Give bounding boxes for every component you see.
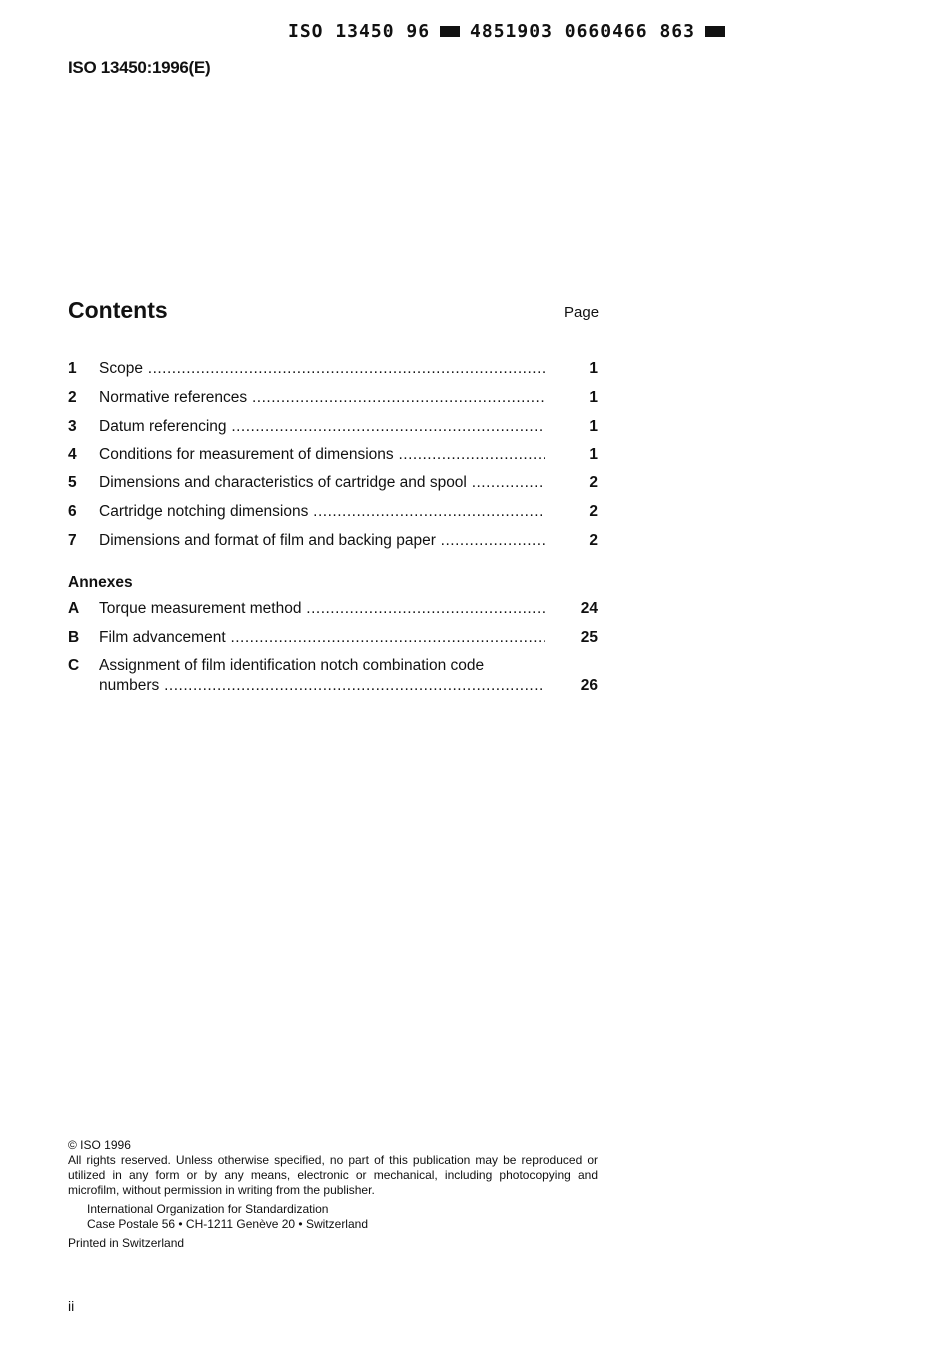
annex-entry-page: 25 bbox=[580, 629, 598, 646]
black-block-mark bbox=[440, 26, 460, 37]
toc-entry-page: 1 bbox=[589, 389, 598, 406]
annex-entry-page: 26 bbox=[580, 677, 598, 694]
toc-entry-page: 2 bbox=[589, 532, 598, 549]
toc-entry-title: Dimensions and format of film and backing paper ..... bbox=[99, 530, 545, 552]
printed-in: Printed in Switzerland bbox=[68, 1236, 185, 1250]
toc-entry-number: 1 bbox=[68, 360, 77, 377]
annex-entry[interactable] bbox=[68, 598, 598, 620]
black-block-mark bbox=[705, 26, 725, 37]
toc-entry-number: 2 bbox=[68, 389, 77, 406]
annex-entry-page: 24 bbox=[580, 600, 598, 617]
toc-entry-page: 1 bbox=[589, 418, 598, 435]
page-column-label: Page bbox=[564, 304, 600, 321]
annex-entry-title: Film advancement ..... bbox=[99, 627, 545, 649]
annex-entry-letter: C bbox=[68, 657, 80, 674]
toc-entry[interactable] bbox=[68, 416, 598, 438]
toc-entry-number: 6 bbox=[68, 503, 77, 520]
header-code-part-2: 4851903 0660466 863 bbox=[470, 20, 695, 42]
toc-entry-number: 4 bbox=[68, 446, 77, 463]
header-barcode-line bbox=[288, 19, 725, 43]
rights-statement: All rights reserved. Unless otherwise specified, no part of this publication may be reproduced or utilized in any form or by any means, electronic or mechanical, including photocopying and microfilm, without permission in writing from the publisher. bbox=[68, 1153, 598, 1197]
copyright-block bbox=[68, 1138, 598, 1251]
contents-title: Contents bbox=[68, 297, 168, 323]
toc-entry-number: 3 bbox=[68, 418, 77, 435]
annex-entry-title-line1: Assignment of film identification notch combination code bbox=[99, 657, 485, 674]
toc-entry-page: 1 bbox=[589, 360, 598, 377]
annex-entry[interactable] bbox=[68, 655, 598, 699]
toc-entry-title: Dimensions and characteristics of cartridge and spool ..... bbox=[99, 472, 545, 494]
header-code-part-1: ISO 13450 96 bbox=[288, 20, 431, 42]
document-id: ISO 13450:1996(E) bbox=[68, 58, 211, 77]
toc-entry-title: Normative references ..... bbox=[99, 387, 545, 409]
toc-entry[interactable] bbox=[68, 530, 598, 552]
toc-entry-page: 2 bbox=[589, 474, 598, 491]
page-number: ii bbox=[68, 1298, 75, 1314]
toc-entry-page: 1 bbox=[589, 446, 598, 463]
toc-entry-number: 7 bbox=[68, 532, 77, 549]
annex-entry-letter: A bbox=[68, 600, 80, 617]
toc-entry[interactable] bbox=[68, 472, 598, 494]
toc-entry-title: Datum referencing ..... bbox=[99, 416, 545, 438]
annex-entry-title: Torque measurement method ..... bbox=[99, 598, 545, 620]
toc-entry-title: Conditions for measurement of dimensions ..... bbox=[99, 444, 545, 466]
copyright-line: © ISO 1996 bbox=[68, 1138, 131, 1152]
toc-entry[interactable] bbox=[68, 358, 598, 380]
annex-entry[interactable] bbox=[68, 627, 598, 649]
toc-entry-title: Cartridge notching dimensions ..... bbox=[99, 501, 545, 523]
toc-entry-page: 2 bbox=[589, 503, 598, 520]
toc-entry[interactable] bbox=[68, 501, 598, 523]
organization-name: International Organization for Standardization bbox=[87, 1202, 329, 1216]
annex-entry-letter: B bbox=[68, 629, 80, 646]
toc-entry[interactable] bbox=[68, 387, 598, 409]
toc-entry-title: Scope ..... bbox=[99, 358, 545, 380]
annexes-heading: Annexes bbox=[68, 574, 133, 591]
toc-entry[interactable] bbox=[68, 444, 598, 466]
toc-entry-number: 5 bbox=[68, 474, 77, 491]
annex-entry-title-line2: numbers ..... bbox=[99, 675, 545, 697]
postal-address: Case Postale 56 • CH-1211 Genève 20 • Switzerland bbox=[87, 1217, 368, 1231]
